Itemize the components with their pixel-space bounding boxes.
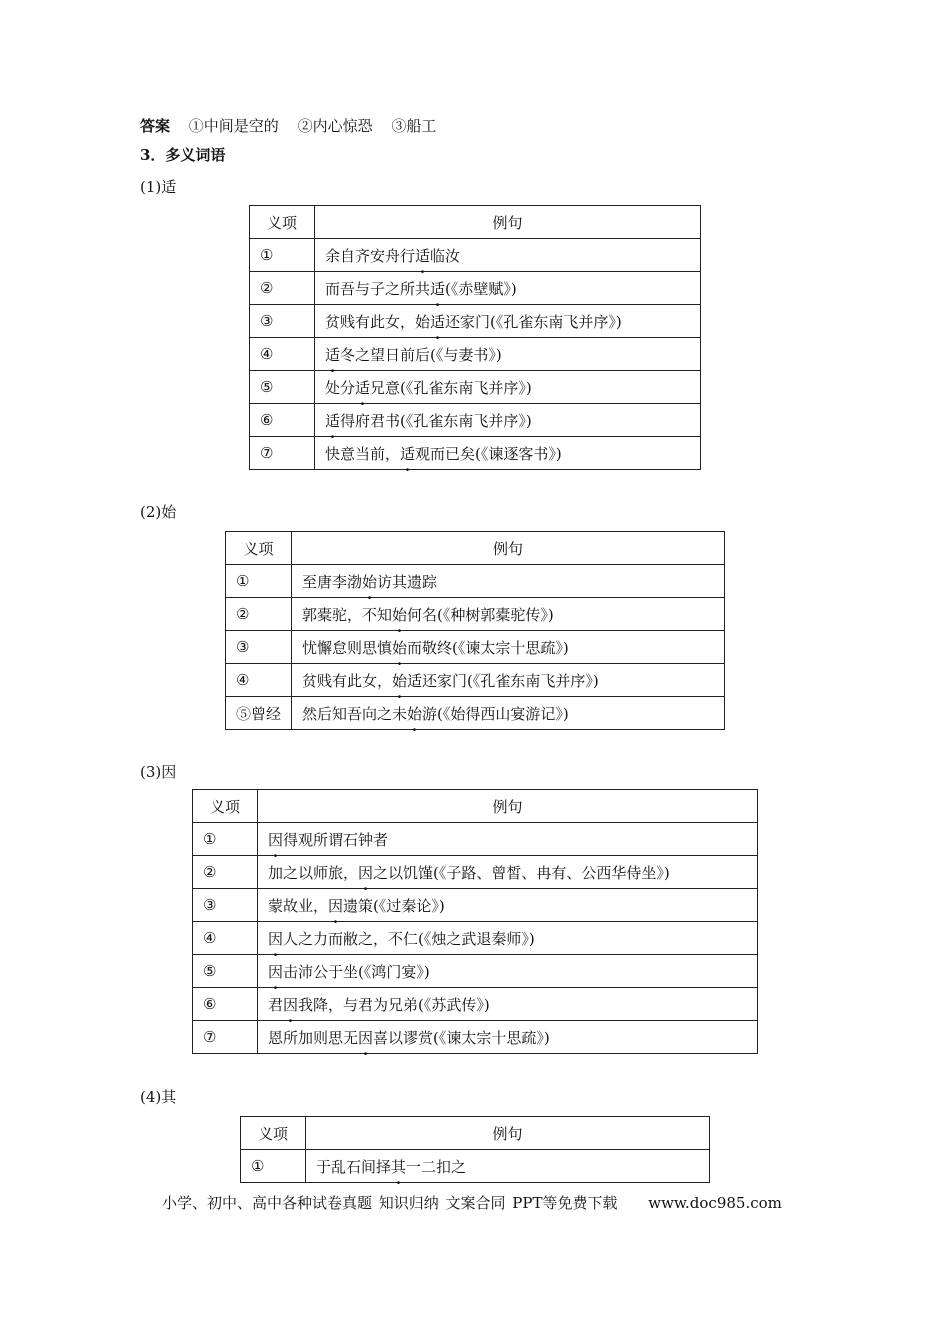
example-sentence [258,988,758,1021]
sentence-post: 得观所谓石钟者 [283,830,389,849]
key-word-dotted: 适 [355,378,371,397]
meaning-table [192,789,758,1054]
footer [162,1192,782,1213]
table-row [250,338,701,371]
column-header-example: 例句 [306,1117,710,1150]
key-word-dotted: 其 [391,1157,407,1176]
footer-url[interactable]: www.doc985.com [648,1194,782,1212]
footer-text: 小学、初中、高中各种试卷真题 知识归纳 文案合同 PPT等免费下载 [162,1194,618,1212]
example-sentence [315,437,701,470]
meaning-index: ④ [193,922,258,955]
sentence-pre: 加之以师旅， [268,863,359,882]
group-heading: (1)适 [140,178,177,196]
sentence-post: 观而已矣(《谏逐客书》) [415,444,562,463]
example-sentence [315,272,701,305]
example-sentence [258,1021,758,1054]
example-sentence [292,598,725,631]
sentence-pre: 快意当前， [325,444,401,463]
sentence-post: 击沛公于坐(《鸿门宴》) [283,962,430,981]
table-row [226,697,725,730]
key-word-dotted: 适 [325,345,341,364]
example-sentence [315,305,701,338]
meaning-index: ⑤ [250,371,315,404]
table-row [250,239,701,272]
sentence-post: 一二扣之 [406,1157,467,1176]
example-sentence [292,664,725,697]
meaning-index: ④ [250,338,315,371]
table-row [241,1150,710,1183]
sentence-post: 之以饥馑(《子路、曾皙、冉有、公西华侍坐》) [373,863,670,882]
key-word-dotted: 因 [283,995,299,1014]
table-row [193,1021,758,1054]
column-header-meaning: 义项 [193,790,258,823]
table-row [250,305,701,338]
column-header-example: 例句 [292,532,725,565]
sentence-post: 而敬终(《谏太宗十思疏》) [407,638,569,657]
table-row [193,922,758,955]
key-word-dotted: 始 [392,605,408,624]
sentence-pre: 余自齐安舟行 [325,246,416,265]
meaning-index: ② [193,856,258,889]
example-sentence [258,889,758,922]
answer-line [140,116,436,136]
table-row [226,565,725,598]
sentence-post: 喜以谬赏(《谏太宗十思疏》) [373,1028,550,1047]
example-sentence [315,239,701,272]
meaning-index: ⑥ [250,404,315,437]
sentence-post: 何名(《种树郭橐驼传》) [407,605,554,624]
example-sentence [292,631,725,664]
example-sentence [258,955,758,988]
sentence-post: 访其遗踪 [377,572,438,591]
table-row [226,664,725,697]
group-heading: (2)始 [140,503,177,521]
key-word-dotted: 因 [268,929,284,948]
example-sentence [306,1150,710,1183]
sentence-pre: 恩所加则思无 [268,1028,359,1047]
meaning-index: ② [226,598,292,631]
example-sentence [292,697,725,730]
table-header-row [250,206,701,239]
key-word-dotted: 适 [400,444,416,463]
table-row [250,371,701,404]
sentence-post: 游(《始得西山宴游记》) [422,704,569,723]
meaning-index: ⑤曾经 [226,697,292,730]
sentence-post: 还家门(《孔雀东南飞并序》) [445,312,622,331]
meaning-index: ① [193,823,258,856]
sentence-post: 人之力而敝之，不仁(《烛之武退秦师》) [283,929,535,948]
meaning-table [240,1116,710,1183]
column-header-meaning: 义项 [241,1117,306,1150]
sentence-post: (《赤壁赋》) [445,279,517,298]
group-heading: (4)其 [140,1088,177,1106]
key-word-dotted: 始 [407,704,423,723]
sentence-post: 临汝 [430,246,461,265]
meaning-index: ⑥ [193,988,258,1021]
meaning-index: ③ [193,889,258,922]
table-row [226,631,725,664]
sentence-pre: 君 [268,995,284,1014]
meaning-index: ③ [250,305,315,338]
meaning-table [249,205,701,470]
sentence-post: 冬之望日前后(《与妻书》) [340,345,502,364]
key-word-dotted: 始 [392,638,408,657]
meaning-index: ① [241,1150,306,1183]
example-sentence [258,823,758,856]
example-sentence [292,565,725,598]
sentence-pre: 郭橐驼，不知 [302,605,393,624]
key-word-dotted: 始 [392,671,408,690]
meaning-table [225,531,725,730]
sentence-post: 我降，与君为兄弟(《苏武传》) [298,995,490,1014]
meaning-index: ④ [226,664,292,697]
column-header-meaning: 义项 [226,532,292,565]
sentence-post: 遗策(《过秦论》) [343,896,445,915]
table-header-row [226,532,725,565]
table-row [250,272,701,305]
column-header-meaning: 义项 [250,206,315,239]
answer-label: 答案 [140,117,171,135]
sentence-pre: 贫贱有此女， [302,671,393,690]
meaning-index: ③ [226,631,292,664]
sentence-pre: 至唐李渤 [302,572,363,591]
table-header-row [241,1117,710,1150]
table-row [193,889,758,922]
sentence-post: 适还家门(《孔雀东南飞并序》) [407,671,599,690]
sentence-post: 兄意(《孔雀东南飞并序》) [370,378,532,397]
answer-item: ②内心惊恐 [297,117,373,135]
meaning-index: ① [250,239,315,272]
key-word-dotted: 始 [362,572,378,591]
sentence-pre: 蒙故业， [268,896,329,915]
example-sentence [315,404,701,437]
example-sentence [315,338,701,371]
answer-item: ①中间是空的 [188,117,279,135]
key-word-dotted: 因 [358,1028,374,1047]
key-word-dotted: 因 [328,896,344,915]
key-word-dotted: 适 [325,411,341,430]
key-word-dotted: 适 [415,246,431,265]
table-header-row [193,790,758,823]
key-word-dotted: 适 [430,279,446,298]
column-header-example: 例句 [315,206,701,239]
key-word-dotted: 因 [268,962,284,981]
sentence-pre: 而吾与子之所共 [325,279,431,298]
group-heading: (3)因 [140,763,177,781]
meaning-index: ① [226,565,292,598]
table-row [250,404,701,437]
sentence-post: 得府君书(《孔雀东南飞并序》) [340,411,532,430]
example-sentence [258,856,758,889]
table-row [250,437,701,470]
example-sentence [315,371,701,404]
meaning-index: ⑤ [193,955,258,988]
answer-item: ③船工 [391,117,437,135]
table-row [193,823,758,856]
sentence-pre: 忧懈怠则思慎 [302,638,393,657]
sentence-pre: 于乱石间择 [316,1157,392,1176]
sentence-pre: 然后知吾向之未 [302,704,408,723]
table-row [226,598,725,631]
key-word-dotted: 适 [430,312,446,331]
key-word-dotted: 因 [358,863,374,882]
column-header-example: 例句 [258,790,758,823]
key-word-dotted: 因 [268,830,284,849]
meaning-index: ⑦ [193,1021,258,1054]
sentence-pre: 贫贱有此女，始 [325,312,431,331]
meaning-index: ⑦ [250,437,315,470]
section-title: 3．多义词语 [140,146,226,164]
meaning-index: ② [250,272,315,305]
sentence-pre: 处分 [325,378,356,397]
